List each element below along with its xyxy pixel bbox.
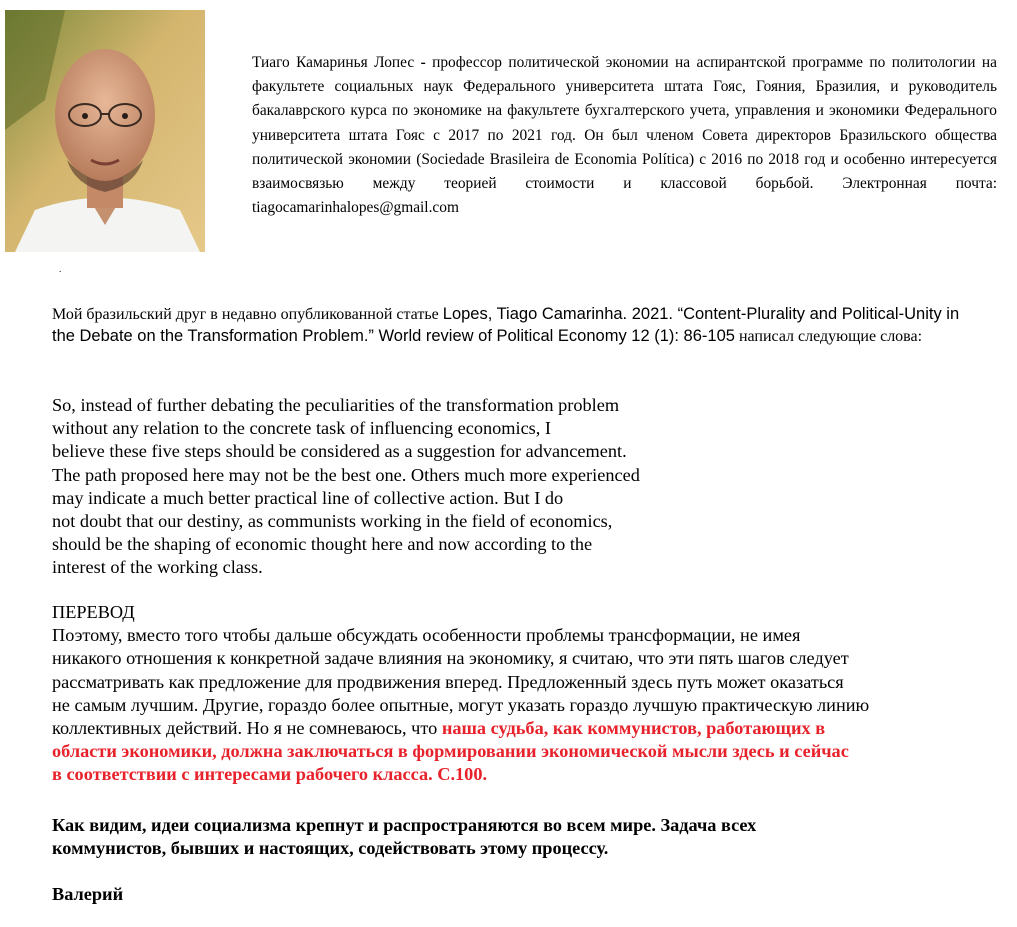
author-photo	[5, 10, 205, 252]
quote-line: interest of the working class.	[52, 557, 263, 578]
translation-section	[52, 601, 997, 787]
highlighted-line: в соответствии с интересами рабочего класса. С.100.	[52, 764, 488, 785]
article-citation: Lopes, Tiago Camarinha. 2021. “Content-Plurality and Political-Unity in the Debate on the Transformation Problem.” World review of Political Economy 12 (1): 86-105	[52, 305, 960, 345]
signature: Валерий	[52, 884, 124, 904]
author-name: Тиаго Камаринья Лопес	[252, 54, 415, 71]
quote-line: should be the shaping of economic thought here and now according to the	[52, 534, 593, 555]
translation-heading: ПЕРЕВОД	[52, 602, 135, 622]
translation-line	[52, 717, 997, 740]
quote-line: The path proposed here may not be the best one. Others much more experienced	[52, 464, 640, 485]
intro-lead: Мой бразильский друг в недавно опубликованной статье	[52, 306, 443, 323]
translation-text: коллективных действий. Но я не сомневаюсь, что	[52, 717, 442, 738]
conclusion-line: Как видим, идеи социализма крепнут и распространяются во всем мире. Задача всех	[52, 815, 757, 835]
highlighted-text: наша судьба, как коммунистов, работающих в	[441, 717, 826, 738]
translation-line: не самым лучшим. Другие, гораздо более опытные, могут указать гораздо лучшую практическую линию	[52, 694, 870, 715]
translation-line: никакого отношения к конкретной задаче влияния на экономику, я считаю, что эти пять шагов следует	[52, 648, 849, 669]
intro-tail: написал следующие слова:	[734, 327, 923, 345]
quote-line: believe these five steps should be considered as a suggestion for advancement.	[52, 441, 627, 462]
translation-line: рассматривать как предложение для продвижения вперед. Предложенный здесь путь может оказаться	[52, 671, 844, 692]
quote-line: not doubt that our destiny, as communists working in the field of economics,	[52, 510, 613, 531]
quote-line: So, instead of further debating the peculiarities of the transformation problem	[52, 395, 620, 415]
highlighted-line: области экономики, должна заключаться в формировании экономической мысли здесь и сейчас	[52, 741, 849, 762]
bio-text: профессор политической экономии на аспирантской программе по политологии на факультете социальных наук Федерального университета штата Гояс, Гояния, Бразилия, и руководитель бакалаврского курса по экономике на факультете бухгалтерского учета, управления и экономики Федерального университета штата Гояс с 2017 по 2021 год. Он был членом Совета директоров Бразильского общества политической экономии (Sociedade Brasileira de Economia Política) с 2016 по 2018 год и особенно интересуется взаимосвязью между теорией стоимости и классовой борьбой. Электронная почта: tiagocamarinhalopes@gmail.com	[252, 54, 997, 217]
english-quote	[52, 394, 752, 580]
conclusion-line: коммунистов, бывших и настоящих, содействовать этому процессу.	[52, 838, 609, 859]
quote-line: may indicate a much better practical line of collective action. But I do	[52, 487, 564, 508]
bio-dash: -	[414, 54, 433, 71]
translation-line: Поэтому, вместо того чтобы дальше обсуждать особенности проблемы трансформации, не имея	[52, 625, 801, 646]
intro-paragraph	[52, 304, 982, 347]
stray-dot: .	[59, 264, 62, 274]
quote-line: without any relation to the concrete task of influencing economics, I	[52, 418, 552, 439]
conclusion-paragraph	[52, 814, 952, 860]
author-bio	[252, 51, 997, 220]
